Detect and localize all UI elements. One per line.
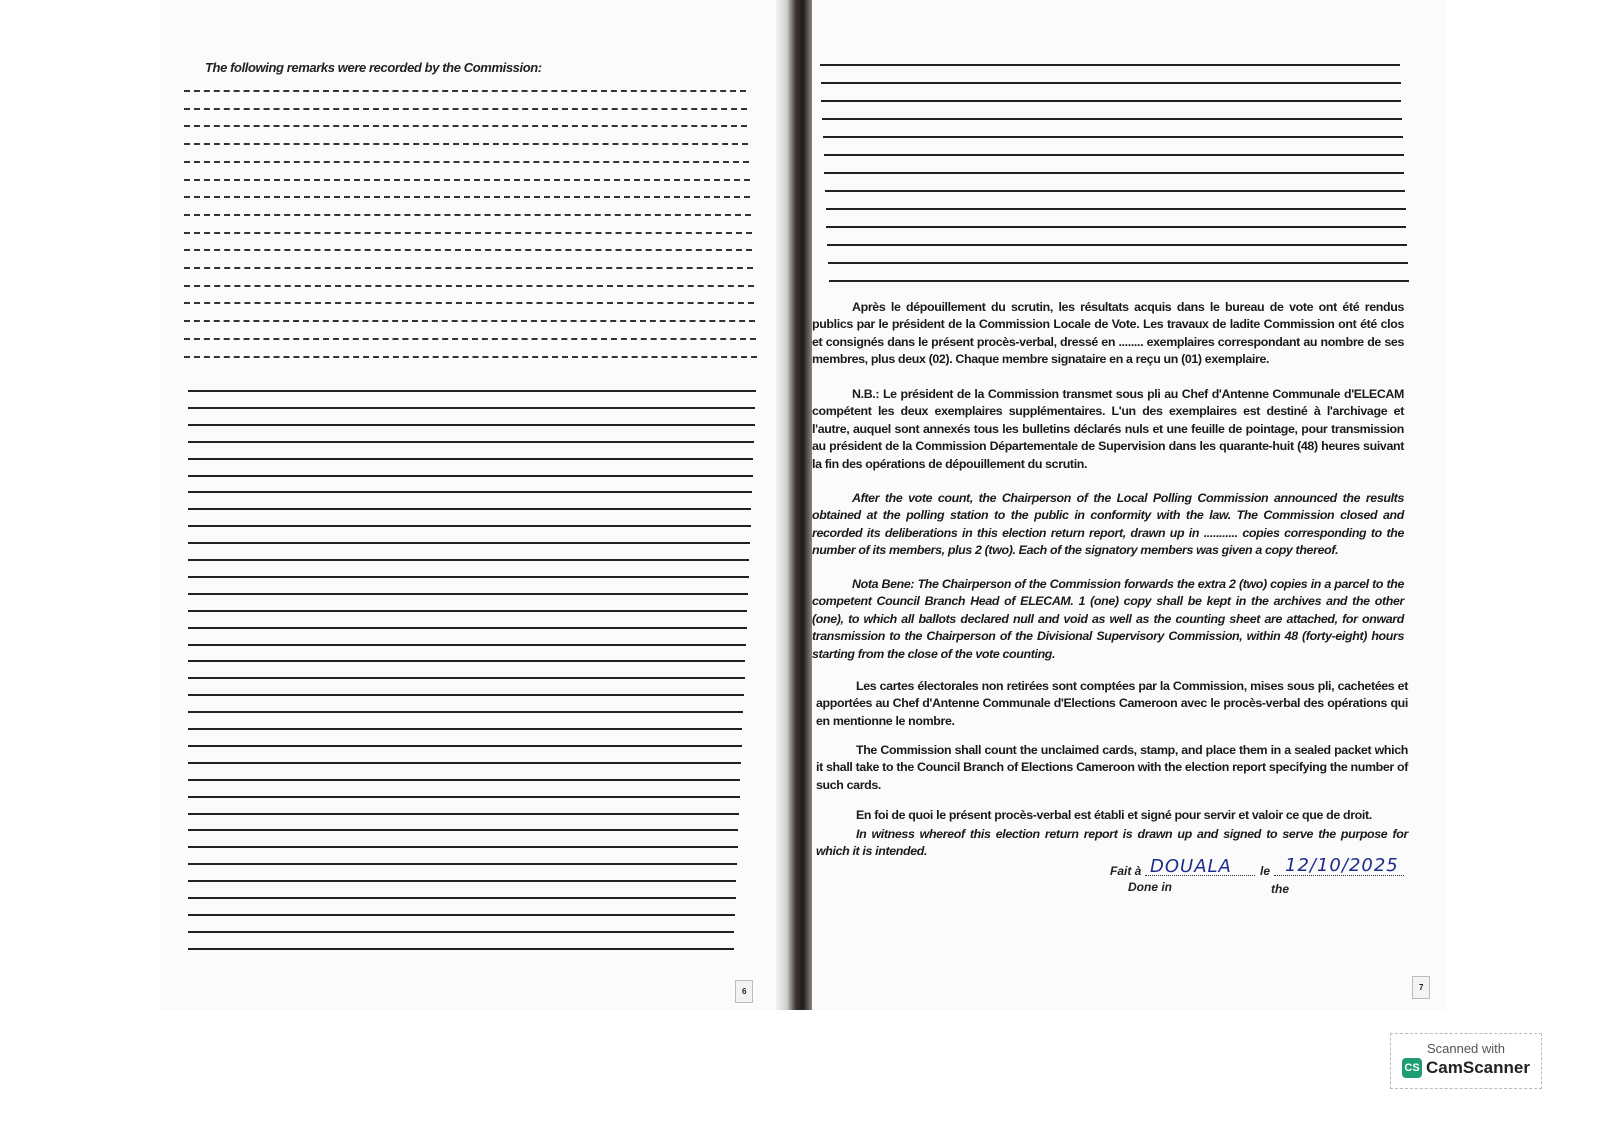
- solid-rule: [188, 593, 748, 595]
- solid-rule: [188, 728, 742, 730]
- solid-rule: [823, 136, 1403, 138]
- paragraph-en-witness: In witness whereof this election return report is drawn up and signed to serve the purpose for which it is intended.: [816, 827, 1408, 859]
- solid-rule: [824, 154, 1404, 156]
- camscanner-watermark: [1390, 1033, 1542, 1089]
- solid-rule: [822, 118, 1402, 120]
- solid-rule: [188, 914, 735, 916]
- solid-rule: [188, 829, 738, 831]
- solid-rule: [828, 262, 1408, 264]
- solid-rule: [826, 226, 1406, 228]
- paragraph-en-cards: The Commission shall count the unclaimed cards, stamp, and place them in a sealed packet which it shall take to the Council Branch of Elections Cameroon with the election report specifying the number of such cards.: [816, 743, 1408, 792]
- solid-rule: [827, 244, 1407, 246]
- fait-label: Fait à: [1110, 864, 1142, 878]
- solid-rule: [188, 745, 742, 747]
- solid-rule: [188, 576, 749, 578]
- watermark-brand: CamScanner: [1426, 1058, 1530, 1077]
- dashed-rule: [184, 285, 754, 287]
- solid-rule: [188, 863, 737, 865]
- dashed-rule: [184, 320, 755, 322]
- remarks-heading: The following remarks were recorded by the Commission:: [205, 60, 542, 75]
- dashed-rule: [184, 356, 757, 358]
- solid-rule: [820, 64, 1400, 66]
- solid-rule: [188, 711, 743, 713]
- solid-rule: [188, 441, 754, 443]
- dashed-rule: [184, 161, 749, 163]
- dashed-rule: [184, 338, 756, 340]
- solid-rule: [188, 525, 751, 527]
- solid-rule: [188, 390, 756, 392]
- solid-rule: [821, 100, 1401, 102]
- dashed-rule: [184, 249, 752, 251]
- solid-rule: [188, 644, 746, 646]
- solid-rule: [188, 897, 736, 899]
- solid-rule: [188, 762, 741, 764]
- paragraph-en-results: After the vote count, the Chairperson of the Local Polling Commission announced the results obtained at the polling station to the public in conformity with the law. The Commission closed and recorded its deliberations in this election return report, drawn up in ........... copies corresponding to the number of its members, plus 2 (two). Each of the signatory members was given a copy thereof.: [812, 491, 1404, 558]
- solid-rule: [188, 880, 736, 882]
- left-page: [160, 0, 780, 1010]
- solid-rule: [188, 610, 747, 612]
- le-label: le: [1260, 864, 1271, 878]
- solid-rule: [188, 813, 739, 815]
- dashed-rule: [184, 232, 752, 234]
- solid-rule: [188, 931, 734, 933]
- dashed-rule: [184, 214, 751, 216]
- solid-rule: [188, 508, 751, 510]
- solid-rule: [824, 172, 1404, 174]
- page-number-right: 7: [1412, 976, 1430, 999]
- dashed-rule: [184, 179, 750, 181]
- dashed-rule: [184, 196, 750, 198]
- handwritten-place: DOUALA: [1150, 856, 1232, 877]
- solid-rule: [188, 407, 755, 409]
- solid-rule: [825, 190, 1405, 192]
- book-spine: [776, 0, 812, 1010]
- handwritten-date: 12/10/2025: [1285, 855, 1399, 876]
- solid-rule: [829, 280, 1409, 282]
- dashed-rule: [184, 125, 747, 127]
- dashed-rule: [184, 267, 753, 269]
- solid-rule: [826, 208, 1406, 210]
- solid-rule: [188, 542, 750, 544]
- paragraph-fr-cards: Les cartes électorales non retirées sont comptées par la Commission, mises sous pli, cachetées et apportées au Chef d'Antenne Communale d'Elections Cameroon avec le procès-verbal des opérations qui en mentionne le nombre.: [816, 679, 1408, 728]
- paragraph-fr-nb: N.B.: Le président de la Commission transmet sous pli au Chef d'Antenne Communale d'ELECAM compétent les deux exemplaires supplémentaires. L'un des exemplaires est destiné à l'archivage et l'autre, auquel sont annexés tous les bulletins déclarés nuls et une feuille de pointage, pour transmission au président de la Commission Départementale de Supervision dans les quarante-huit (48) heures suivant la fin des opérations de dépouillement du scrutin.: [812, 387, 1404, 471]
- paragraph-fr-witness: En foi de quoi le présent procès-verbal est établi et signé pour servir et valoir ce que de droit.: [856, 808, 1372, 822]
- solid-rule: [188, 846, 738, 848]
- paragraph-en-nota-bene: Nota Bene: The Chairperson of the Commission forwards the extra 2 (two) copies in a parcel to the competent Council Branch Head of ELECAM. 1 (one) copy shall be kept in the archives and the other (one), to which all ballots declared null and void as well as the counting sheet are attached, for onward transmission to the Chairperson of the Divisional Supervisory Commission, within 48 (forty-eight) hours starting from the close of the vote counting.: [812, 577, 1404, 661]
- solid-rule: [188, 796, 740, 798]
- dashed-rule: [184, 302, 754, 304]
- watermark-line1: Scanned with: [1426, 1041, 1506, 1056]
- solid-rule: [821, 82, 1401, 84]
- done-in-label: Done in: [1128, 880, 1172, 894]
- solid-rule: [188, 677, 745, 679]
- solid-rule: [188, 660, 745, 662]
- the-label: the: [1271, 882, 1289, 896]
- dashed-rule: [184, 108, 747, 110]
- dashed-rule: [184, 143, 748, 145]
- camscanner-logo-icon: CS: [1402, 1058, 1422, 1078]
- solid-rule: [188, 694, 744, 696]
- solid-rule: [188, 458, 753, 460]
- solid-rule: [188, 559, 749, 561]
- dashed-rule: [184, 90, 746, 92]
- solid-rule: [188, 424, 755, 426]
- solid-rule: [188, 948, 734, 950]
- solid-rule: [188, 491, 752, 493]
- paragraph-fr-results: Après le dépouillement du scrutin, les résultats acquis dans le bureau de vote ont été rendus publics par le président de la Commission Locale de Vote. Les travaux de ladite Commission ont été clos et consignés dans le présent procès-verbal, dressé en ........ exemplaires correspondant au nombre de ses membres, plus deux (02). Chaque membre signataire en a reçu un (01) exemplaire.: [812, 300, 1404, 367]
- page-number-left: 6: [735, 980, 753, 1003]
- solid-rule: [188, 779, 740, 781]
- solid-rule: [188, 627, 747, 629]
- solid-rule: [188, 475, 753, 477]
